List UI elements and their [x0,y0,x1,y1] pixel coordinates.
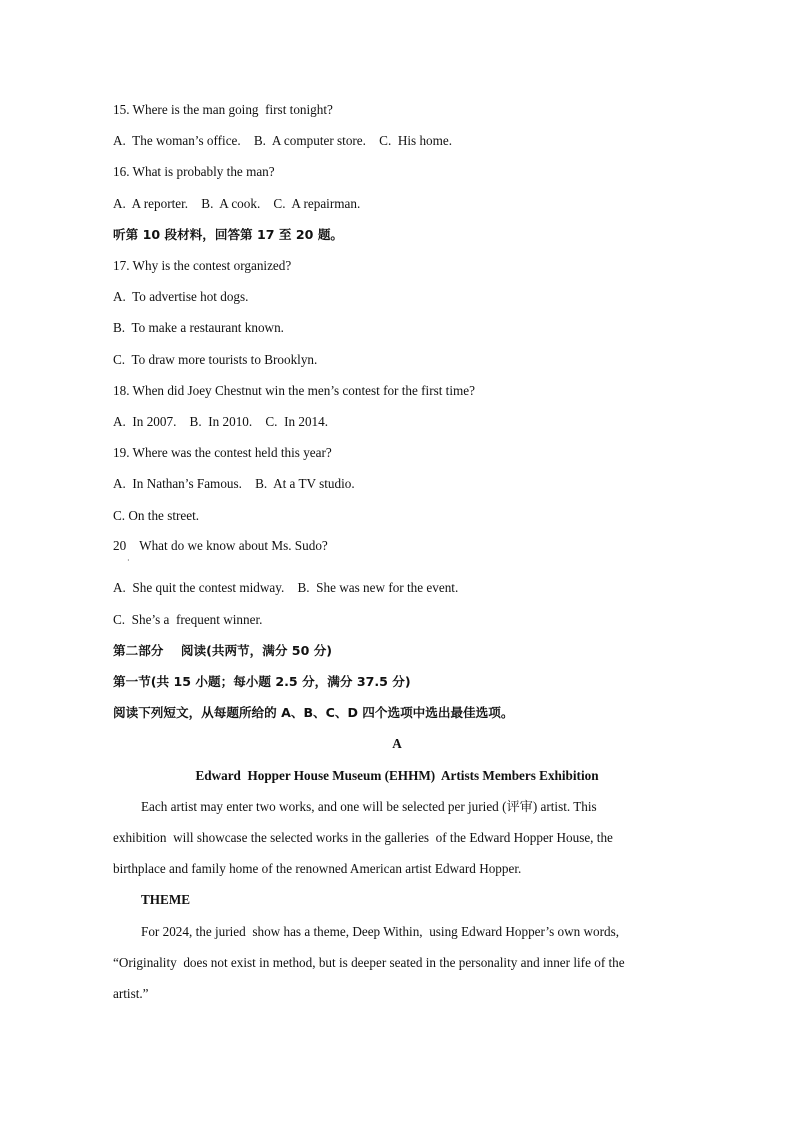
question-20-option-c: C. She’s a frequent winner. [113,612,263,627]
part-2-heading: 第二部分 阅读(共两节，满分 50 分) [113,643,333,658]
section-1-heading: 第一节(共 15 小题；每小题 2.5 分，满分 37.5 分) [113,674,411,689]
paragraph-1-line-2: exhibition will showcase the selected works in the galleries of the Edward Hopper House, the [113,830,613,845]
question-15-stem: 15. Where is the man going first tonight? [113,102,333,117]
question-16-stem: 16. What is probably the man? [113,164,275,179]
passage-title: Edward Hopper House Museum (EHHM) Artists Members Exhibition [195,768,599,783]
reading-instruction: 阅读下列短文，从每题所给的 A、B、C、D 四个选项中选出最佳选项。 [113,705,514,720]
question-19-options-ab: A. In Nathan’s Famous. B. At a TV studio. [113,476,355,491]
question-17-stem: 17. Why is the contest organized? [113,258,292,273]
question-18-stem: 18. When did Joey Chestnut win the men’s contest for the first time? [113,383,475,398]
question-20-stem: 20 What do we know about Ms. Sudo? [113,538,328,553]
passage-letter: A [392,736,402,751]
question-15-options: A. The woman’s office. B. A computer store. C. His home. [113,133,453,148]
question-20-options-ab: A. She quit the contest midway. B. She was new for the event. [113,580,459,595]
question-19-stem: 19. Where was the contest held this year? [113,445,332,460]
paragraph-1-line-3: birthplace and family home of the renowned American artist Edward Hopper. [113,861,522,876]
theme-heading: THEME [141,892,191,907]
question-17-option-b: B. To make a restaurant known. [113,320,284,335]
question-17-option-a: A. To advertise hot dogs. [113,289,249,304]
paragraph-1-line-1: Each artist may enter two works, and one will be selected per juried (评审) artist. This [141,799,597,814]
question-17-option-c: C. To draw more tourists to Brooklyn. [113,352,318,367]
question-16-options: A. A reporter. B. A cook. C. A repairman. [113,196,361,211]
question-20-dot: · [127,556,130,565]
paragraph-2-line-1: For 2024, the juried show has a theme, Deep Within, using Edward Hopper’s own words, [141,924,620,939]
paragraph-2-line-2: “Originality does not exist in method, but is deeper seated in the personality and inner life of the [113,955,625,970]
question-18-options: A. In 2007. B. In 2010. C. In 2014. [113,414,329,429]
question-19-option-c: C. On the street. [113,508,200,523]
section-10-instruction: 听第 10 段材料，回答第 17 至 20 题。 [113,227,344,242]
paragraph-2-line-3: artist.” [113,986,149,1001]
